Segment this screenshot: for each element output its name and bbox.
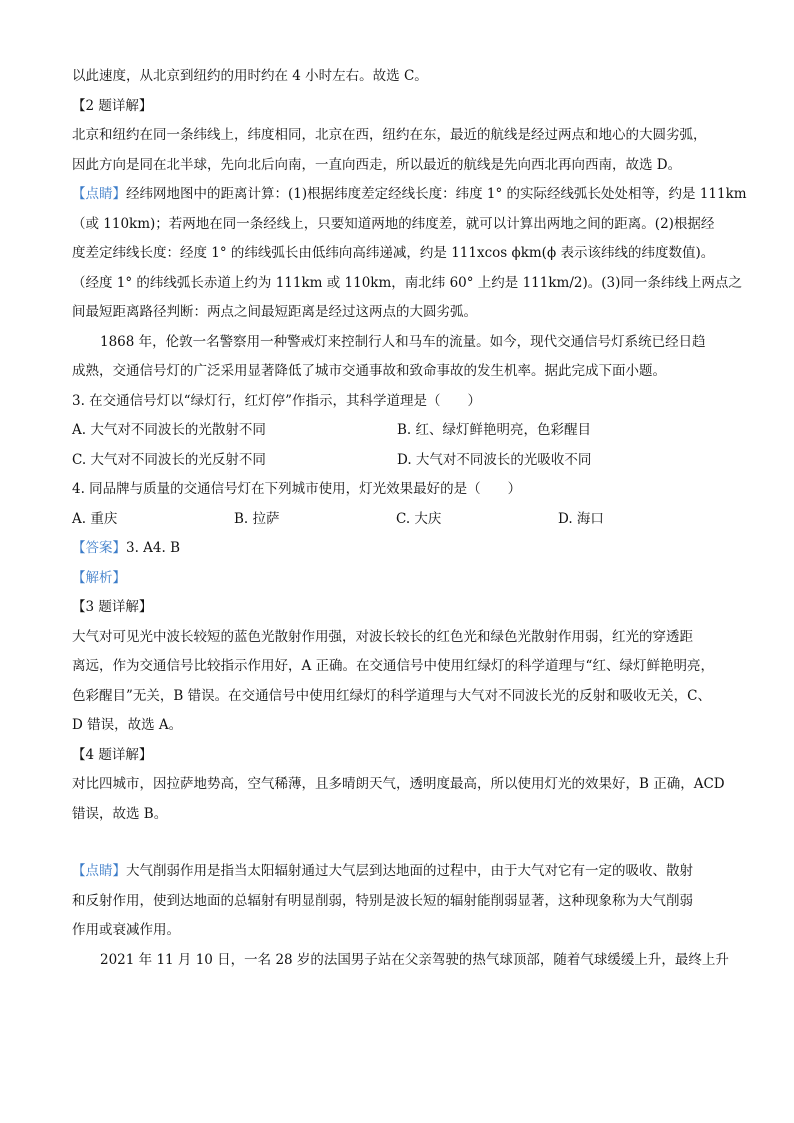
text-line: （或 110km)；若两地在同一条经线上，只要知道两地的纬度差，就可以计算出两地之间的距离。(2)根据经 [72, 215, 715, 232]
text-line: 北京和纽约在同一条纬线上，纬度相同，北京在西，纽约在东，最近的航线是经过两点和地心的大圆劣弧， [72, 127, 707, 143]
tip-paragraph [72, 180, 747, 210]
tip-tag: 【点睛】 [72, 863, 126, 879]
passage-line: 成熟，交通信号灯的广泛采用显著降低了城市交通事故和致命事故的发生机率。据此完成下面小题。 [72, 363, 666, 379]
option-b: B. 红、绿灯鲜艳明亮，色彩醒目 [397, 422, 592, 438]
option-a: A. 重庆 [72, 510, 118, 527]
text-line: 以此速度，从北京到纽约的用时约在 4 小时左右。故选 C。 [72, 68, 428, 84]
answer-line [72, 534, 722, 564]
passage-line: 2021 年 11 月 10 日，一名 28 岁的法国男子站在父亲驾驶的热气球顶部，随着气球缓缓上升，最终上升 [100, 951, 729, 968]
tip-paragraph [72, 857, 722, 887]
text-line: 作用或衰减作用。 [72, 922, 180, 938]
text-line: 大气对可见光中波长较短的蓝色光散射作用强，对波长较长的红色光和绿色光散射作用弱，红光的穿透距 [72, 628, 693, 645]
section-heading: 【3 题详解】 [72, 599, 153, 615]
text-line: 大气削弱作用是指当太阳辐射通过大气层到达地面的过程中，由于大气对它有一定的吸收、散射 [126, 863, 693, 879]
text-line: 和反射作用，使到达地面的总辐射有明显削弱，特别是波长短的辐射能削弱显著，这种现象称为大气削弱 [72, 892, 693, 909]
option-a: A. 大气对不同波长的光散射不同 [72, 422, 266, 438]
section-heading: 【2 题详解】 [72, 97, 153, 114]
question-3-options-row-1 [72, 416, 722, 446]
analysis-tag: 【解析】 [72, 569, 126, 586]
question-3-options-row-2 [72, 446, 722, 476]
text-line: 离远，作为交通信号比较指示作用好，A 正确。在交通信号中使用红绿灯的科学道理与“红、绿灯鲜艳明亮， [72, 658, 714, 674]
answer-text: 3. A4. B [126, 540, 181, 556]
passage-line: 1868 年，伦敦一名警察用一种警戒灯来控制行人和马车的流量。如今，现代交通信号灯系统已经日趋 [100, 333, 706, 350]
text-line: 经纬网地图中的距离计算：(1)根据纬度差定经线长度：纬度 1° 的实际经线弧长处处相等，约是 111km [126, 186, 747, 202]
text-line: D 错误，故选 A。 [72, 717, 183, 733]
spacer [72, 829, 722, 857]
section-heading: 【4 题详解】 [72, 746, 153, 763]
answer-tag: 【答案】 [72, 540, 126, 556]
text-line: 因此方向是同在北半球，先向北后向南，一直向西走，所以最近的航线是先向西北再向西南，故选 D。 [72, 156, 682, 173]
tip-tag: 【点睛】 [72, 186, 126, 202]
document-page [72, 62, 747, 975]
question-4-stem: 4. 同品牌与质量的交通信号灯在下列城市使用，灯光效果最好的是（ ） [72, 481, 522, 497]
option-c: C. 大庆 [396, 510, 442, 527]
option-c: C. 大气对不同波长的光反射不同 [72, 451, 266, 468]
text-line: （经度 1° 的纬线弧长赤道上约为 111km 或 110km，南北纬 60° 上约是 111km/2)。(3)同一条纬线上两点之 [72, 274, 742, 291]
option-d: D. 大气对不同波长的光吸收不同 [397, 451, 592, 468]
option-d: D. 海口 [558, 510, 604, 527]
question-4-options [72, 505, 722, 535]
text-line: 对比四城市，因拉萨地势高，空气稀薄，且多晴朗天气，透明度最高，所以使用灯光的效果好，B 正确，ACD [72, 776, 725, 792]
question-3-stem: 3. 在交通信号灯以“绿灯行，红灯停”作指示，其科学道理是（ ） [72, 392, 481, 409]
text-line: 错误，故选 B。 [72, 805, 168, 822]
option-b: B. 拉萨 [234, 510, 280, 527]
text-line: 间最短距离路径判断：两点之间最短距离是经过这两点的大圆劣弧。 [72, 304, 477, 320]
text-line: 色彩醒目”无关，B 错误。在交通信号中使用红绿灯的科学道理与大气对不同波长光的反射和吸收无关，C、 [72, 687, 711, 704]
text-line: 度差定纬线长度：经度 1° 的纬线弧长由低纬向高纬递减，约是 111xcos ϕkm(ϕ 表示该纬线的纬度数值)。 [72, 245, 715, 261]
